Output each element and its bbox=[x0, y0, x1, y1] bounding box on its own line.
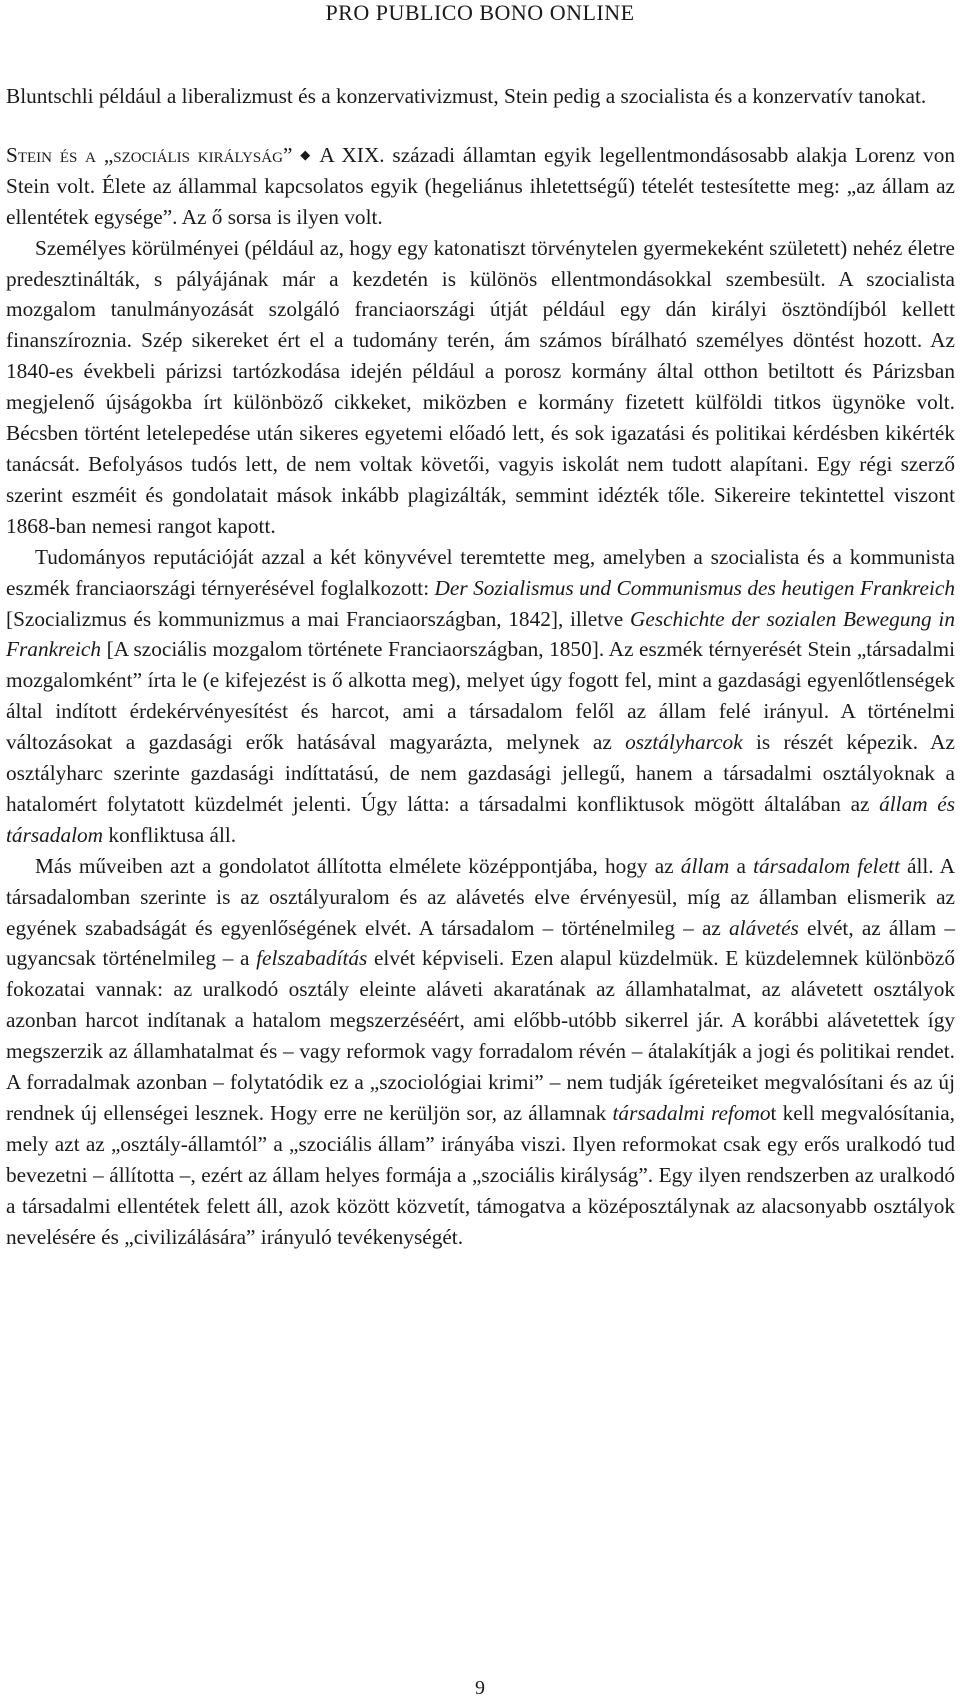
heading-word-stein: Stein bbox=[6, 142, 52, 167]
body-text bbox=[6, 81, 955, 1253]
paragraph-biography: Személyes körülményei (például az, hogy egy katonatiszt törvénytelen gyermekeként született) nehéz életre predesztinálták, s pályájának már a kezdetén is különös ellentmondásokkal szembesült. A szocialista mozgalom tanulmányozását szolgáló franciaországi útját például egy dán királyi ösztöndíjból kellett finanszíroznia. Szép sikereket ért el a tudomány terén, ám számos bírálható személyes döntést hozott. Az 1840-es évekbeli párizsi tartózkodása idején például a porosz kormány által otthon betiltott és Párizsban megjelenő újságokba írt különböző cikkeket, miközben e kormány fizetett külföldi titkos ügynöke volt. Bécsben történt letelepedése után sikeres egyetemi előadó lett, és sok igazatási és politikai kérdésben kikérték tanácsát. Befolyásos tudós lett, de nem voltak követői, vagyis iskolát nem tudott alapítani. Egy régi szerző szerint eszméit és gondolatait mások inkább plagizálták, semmint idézték tőle. Sikereire tekintettel viszont 1868-ban nemesi rangot kapott. bbox=[6, 235, 955, 538]
emphasis-italic: állam és társadalom bbox=[6, 791, 955, 847]
emphasis-italic: társadalmi refomo bbox=[612, 1101, 771, 1125]
book-title-italic: Der Sozialismus und Communismus des heutigen Frankreich bbox=[434, 575, 955, 600]
text-run: elvét, az állam – ugyancsak történelmileg – a bbox=[6, 915, 956, 971]
text-run: Más műveiben azt a gondolatot állította elmélete középpontjába, hogy az bbox=[35, 853, 681, 878]
emphasis-italic: alávetés bbox=[729, 915, 799, 940]
text-run: áll. A társadalomban szerinte is az osztályuralom és az alávetés elve érvényesül, míg az államban elismerik az egyének szabadságát és egyenlőségének elvét. A társadalom – történelmileg – az bbox=[6, 853, 955, 940]
emphasis-italic: osztályharcok bbox=[625, 730, 743, 755]
heading-word-szocialis-kiralysag: „szociális királyság” bbox=[103, 142, 293, 167]
page-number: 9 bbox=[475, 1677, 485, 1699]
emphasis-italic: társadalom felett bbox=[753, 853, 900, 878]
text-run: elvét képviseli. Ezen alapul küzdelmük. E küzdelemnek különböző fokozatai vannak: az uralkodó osztály eleinte aláveti akaratának az államhatalmat, az alávetett osztályok azonban harcot indítanak a hatalom megszerzéséért, ami előbb-utóbb sikerrel jár. A korábbi alávetettek így megszerzik az államhatalmat és – vagy reformok vagy forradalom révén – átalakítják a jogi és politikai rendet. A forradalmak azonban – folytatódik ez a „szociológiai krimi” – nem tudják ígéreteiket megvalósítani és az új rendnek új ellenségei lesznek. Hogy erre ne kerüljön sor, az államnak bbox=[6, 946, 955, 1125]
emphasis-italic: felszabadítás bbox=[256, 946, 368, 971]
section-lead-paragraph bbox=[6, 140, 955, 233]
intro-paragraph: Bluntschli például a liberalizmust és a konzervativizmust, Stein pedig a szocialista és a konzervatív tanokat. bbox=[6, 84, 927, 108]
text-run: t kell megvalósítania, mely azt az „osztály-államtól” a „szociális állam” irányába viszi. Ilyen reformokat csak egy erős uralkodó tud bevezetni – állította –, ezért az állam helyes formája a „szociális királyság”. Egy ilyen rendszerben az uralkodó a társadalmi ellentétek felett áll, azok között közvetít, támogatva a középosztálynak az alacsonyabb osztályok nevelésére és „civilizálására” irányuló tevékenységét. bbox=[6, 1101, 956, 1249]
section-heading bbox=[6, 143, 292, 167]
text-run: is részét képezik. Az osztályharc szerinte gazdasági indíttatású, de nem gazdasági jellegű, hanem a társadalmi osztályoknak a hatalomért folytatott küzdelmét jelenti. Úgy látta: a társadalmi konfliktusok mögött általában az bbox=[6, 730, 955, 816]
paragraph-reputation bbox=[6, 542, 955, 851]
book-title-italic: Geschichte der sozialen Bewegung in Frankreich bbox=[6, 606, 955, 662]
text-run: [Szocializmus és kommunizmus a mai Franciaországban, 1842], illetve bbox=[6, 606, 630, 631]
heading-word-es-a: és a bbox=[59, 142, 96, 167]
diamond-icon: ◆ bbox=[300, 146, 313, 162]
text-run: Tudományos reputációját azzal a két könyvével teremtette meg, amelyben a szocialista és a kommunista eszmék franciaországi térnyerésével foglalkozott: bbox=[6, 544, 955, 600]
text-run: konfliktusa áll. bbox=[103, 822, 237, 847]
text-run: [A szociális mozgalom története Franciaországban, 1850]. Az eszmék térnyerését Stein „társadalmi mozgalomként” írta le (e kifejezést is ő alkotta meg), melyet úgy fogott fel, mint a gazdasági egyenlőtlenségek által indított érdekérvényesítést és harcot, ami a társadalom felől az állam felé irányul. A történelmi változásokat a gazdasági erők hatásával magyarázta, melynek az bbox=[6, 637, 955, 755]
paragraph-theory bbox=[6, 851, 955, 1253]
text-run: a bbox=[729, 853, 754, 878]
section-lead-text: A XIX. századi államtan egyik legellentmondásosabb alakja Lorenz von Stein volt. Élete az állammal kapcsolatos egyik (hegeliánus ihletettségű) tételét testesítette meg: „az állam az ellentétek egysége”. Az ő sorsa is ilyen volt. bbox=[6, 142, 956, 229]
emphasis-italic: állam bbox=[680, 853, 730, 878]
running-header: PRO PUBLICO BONO ONLINE bbox=[325, 0, 635, 25]
